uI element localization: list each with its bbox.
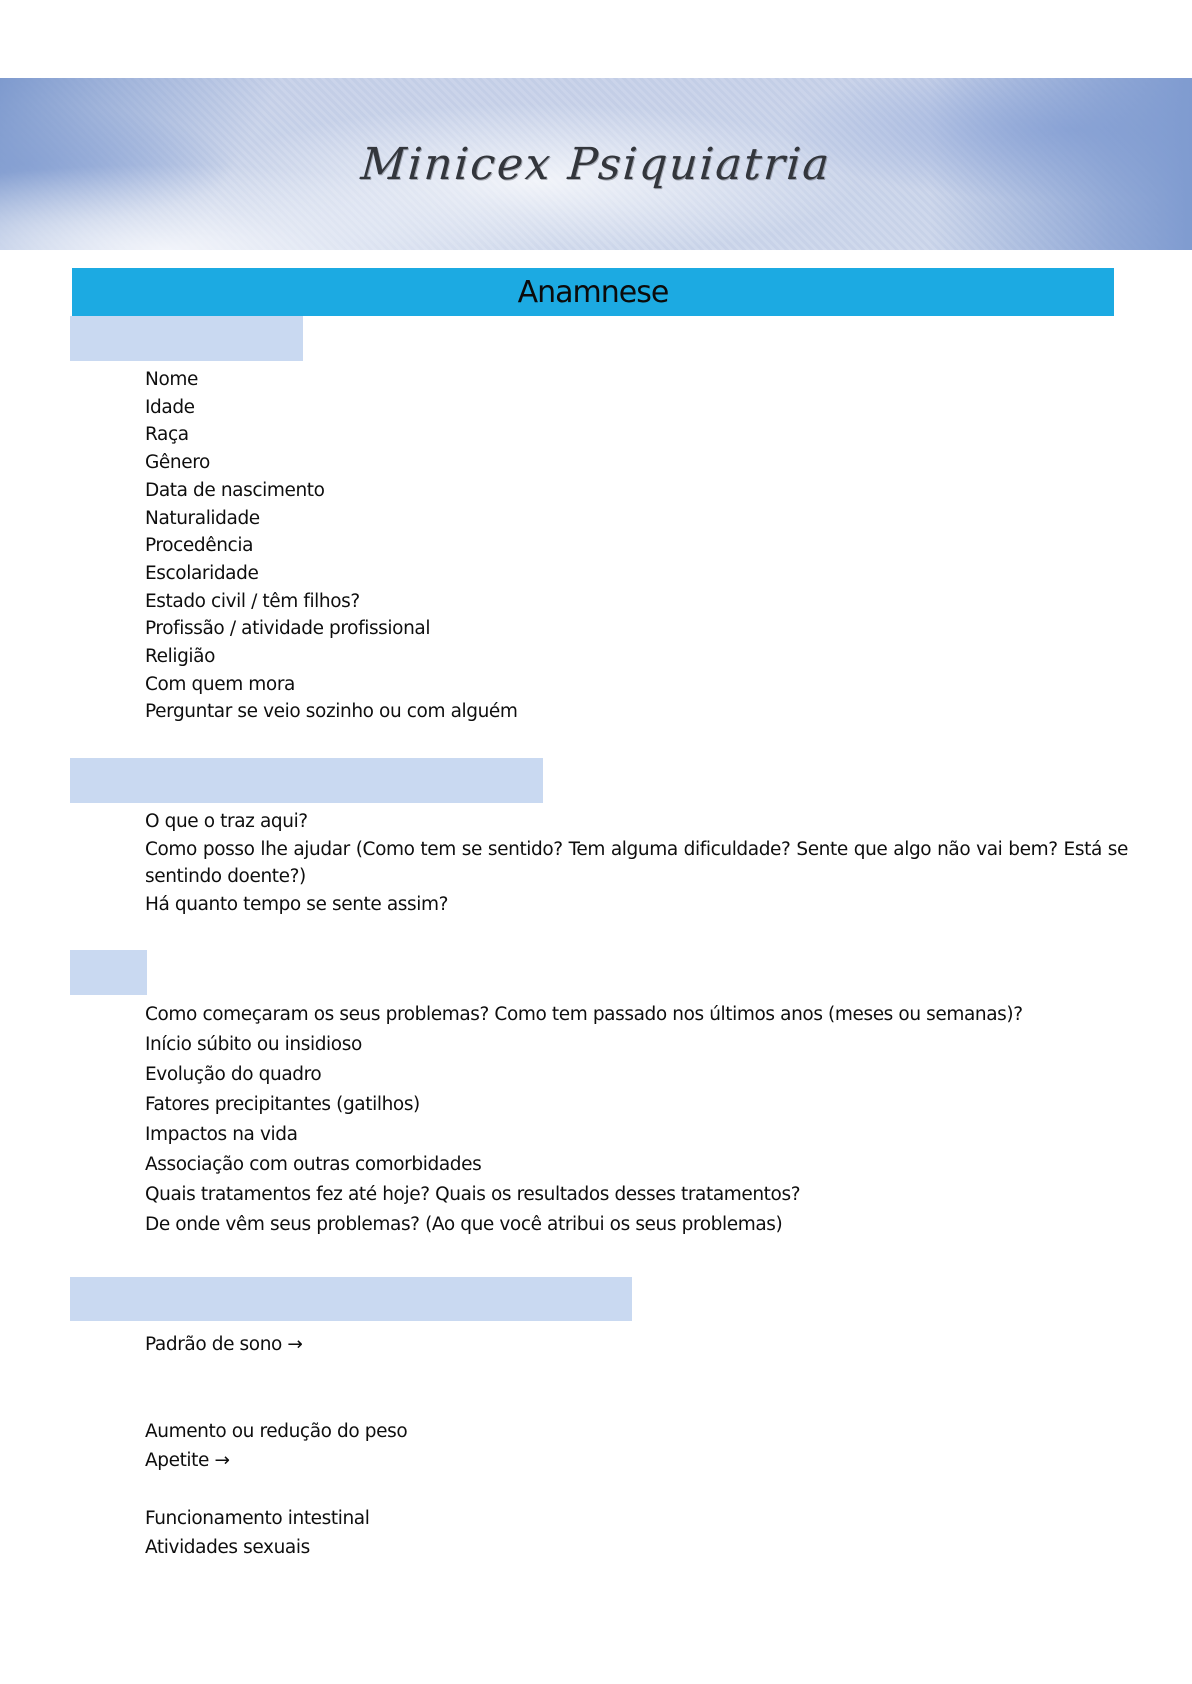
list-item: Procedência <box>145 535 254 557</box>
list-item: De onde vêm seus problemas? (Ao que você atribui os seus problemas) <box>145 1214 783 1235</box>
list-item: Quais tratamentos fez até hoje? Quais os resultados desses tratamentos? <box>145 1184 801 1205</box>
watercolor-banner <box>0 78 1192 250</box>
list-item: Profissão / atividade profissional <box>145 618 431 640</box>
anamnese-title-bar <box>72 268 1114 316</box>
page-title: Anamnese <box>517 274 669 310</box>
list-item: Evolução do quadro <box>145 1064 322 1085</box>
list-item: Idade <box>145 396 195 418</box>
list-item: Fatores precipitantes (gatilhos) <box>145 1094 420 1115</box>
list-item: O que o traz aqui? <box>145 811 308 832</box>
habits-questions-list <box>145 1330 1045 1562</box>
list-item: Religião <box>145 646 216 668</box>
list-item: Há quanto tempo se sente assim? <box>145 893 449 915</box>
list-item: Padrão de sono → <box>145 1334 303 1355</box>
list-item <box>145 1475 1045 1504</box>
list-item <box>145 1388 1045 1417</box>
list-item: Impactos na vida <box>145 1124 298 1145</box>
chief-complaint-questions-list <box>145 808 1134 918</box>
list-item <box>145 1359 1045 1388</box>
list-item: Perguntar se veio sozinho ou com alguém <box>145 701 518 723</box>
section-header-highlight-identificacao <box>70 316 303 361</box>
banner-title: Minicex Psiquiatria <box>359 138 833 190</box>
list-item: Estado civil / têm filhos? <box>145 590 360 612</box>
list-item: Associação com outras comorbidades <box>145 1154 482 1175</box>
list-item: Raça <box>145 424 189 446</box>
list-item: Atividades sexuais <box>145 1537 310 1558</box>
list-item: Apetite → <box>145 1450 230 1471</box>
section-header-highlight-hda <box>70 950 147 995</box>
section-header-highlight-habitos <box>70 1277 632 1321</box>
list-item: Como posso lhe ajudar (Como tem se sentido? Tem alguma dificuldade? Sente que algo não vai bem? Está se sentindo doente?) <box>145 838 1134 887</box>
list-item: Como começaram os seus problemas? Como tem passado nos últimos anos (meses ou semanas)? <box>145 1004 1023 1025</box>
list-item: Início súbito ou insidioso <box>145 1034 362 1055</box>
history-of-illness-questions-list <box>145 1000 1135 1240</box>
list-item: Data de nascimento <box>145 479 325 501</box>
section-header-highlight-queixa-principal <box>70 758 543 803</box>
list-item: Com quem mora <box>145 673 295 695</box>
list-item: Naturalidade <box>145 507 260 529</box>
list-item: Escolaridade <box>145 562 259 584</box>
list-item: Aumento ou redução do peso <box>145 1421 408 1442</box>
list-item: Nome <box>145 369 198 390</box>
list-item: Funcionamento intestinal <box>145 1508 370 1529</box>
identification-questions-list <box>145 366 518 726</box>
list-item: Gênero <box>145 452 210 474</box>
